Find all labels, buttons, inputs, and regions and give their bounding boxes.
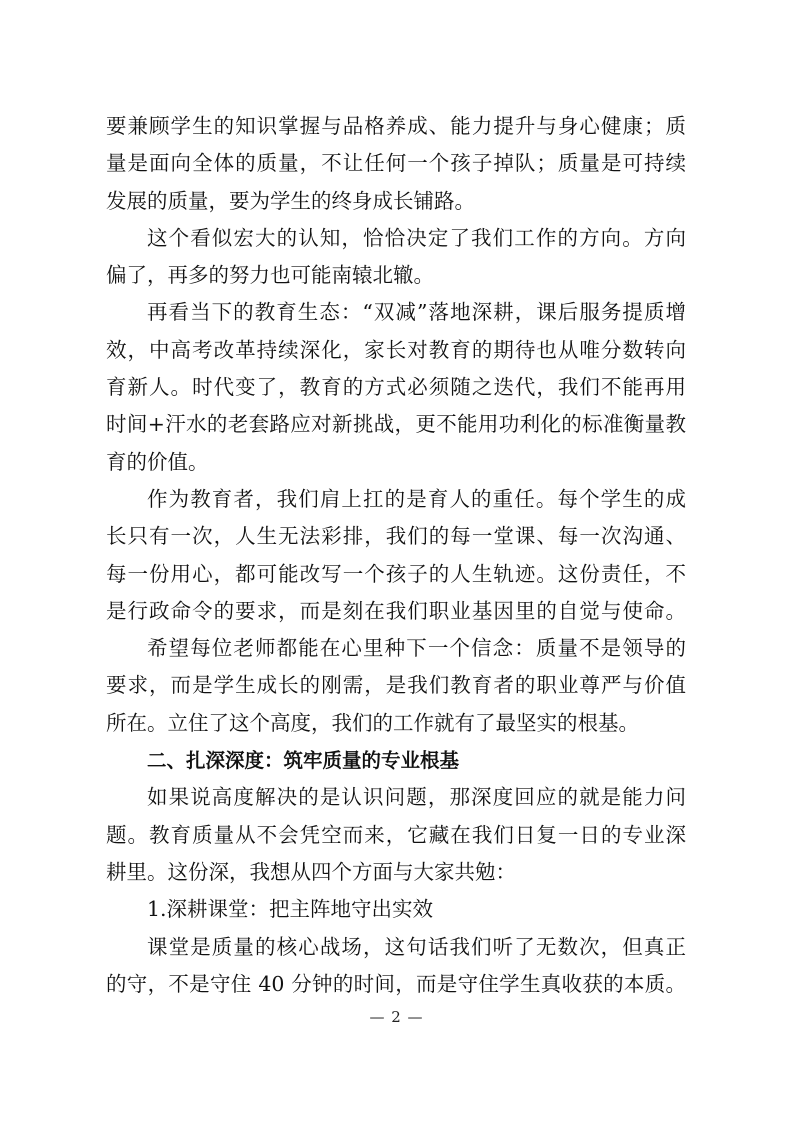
text-line: 偏了，再多的努力也可能南辕北辙。 [106, 263, 434, 288]
text-line: 量是面向全体的质量，不让任何一个孩子掉队；质量是可持续 [106, 151, 686, 176]
text-line: 效，中高考改革持续深化，家长对教育的期待也从唯分数转向 [106, 337, 686, 362]
text-line: 题。教育质量从不会凭空而来，它藏在我们日复一日的专业深 [106, 822, 686, 847]
text-line: 是行政命令的要求，而是刻在我们职业基因里的自觉与使命。 [106, 598, 686, 623]
text-line: 育新人。时代变了，教育的方式必须随之迭代，我们不能再用 [106, 375, 686, 400]
text-line: 希望每位老师都能在心里种下一个信念：质量不是领导的 [147, 636, 686, 661]
text-line: 长只有一次，人生无法彩排，我们的每一堂课、每一次沟通、 [106, 524, 686, 549]
text-line: 要兼顾学生的知识掌握与品格养成、能力提升与身心健康；质 [106, 114, 686, 138]
section-heading: 二、扎深深度：筑牢质量的专业根基 [147, 749, 460, 773]
text-line: 要求，而是学生成长的刚需，是我们教育者的职业尊严与价值 [106, 673, 686, 698]
text-line: 每一份用心，都可能改写一个孩子的人生轨迹。这份责任，不 [106, 561, 686, 586]
text-line: 课堂是质量的核心战场，这句话我们听了无数次，但真正 [147, 934, 686, 959]
page-number: — 2 — [369, 1008, 424, 1026]
text-line: 这个看似宏大的认知，恰恰决定了我们工作的方向。方向 [147, 225, 686, 250]
text-line: 时间+汗水的老套路应对新挑战，更不能用功利化的标准衡量教 [106, 412, 686, 437]
text-line: 的守，不是守住 40 分钟的时间，而是守住学生真收获的本质。 [106, 971, 686, 996]
text-line: 如果说高度解决的是认识问题，那深度回应的就是能力问 [147, 785, 686, 810]
body-text [106, 108, 686, 1003]
text-line: 育的价值。 [106, 449, 209, 474]
subsection-heading: 1.深耕课堂：把主阵地守出实效 [147, 897, 434, 922]
text-line: 耕里。这份深，我想从四个方面与大家共勉： [106, 859, 516, 884]
text-line: 发展的质量，要为学生的终身成长铺路。 [106, 188, 475, 213]
text-line: 所在。立住了这个高度，我们的工作就有了最坚实的根基。 [106, 710, 639, 735]
text-line: 作为教育者，我们肩上扛的是育人的重任。每个学生的成 [147, 486, 686, 511]
text-line: 再看当下的教育生态：“双减”落地深耕，课后服务提质增 [147, 300, 686, 325]
